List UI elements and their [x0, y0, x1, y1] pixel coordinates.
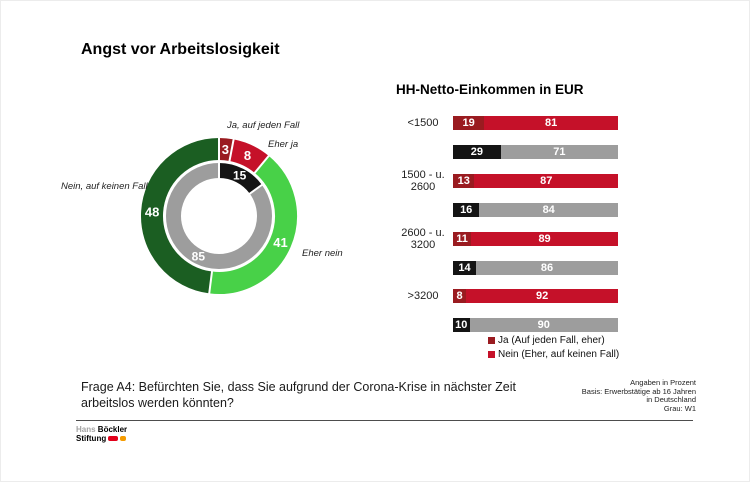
donut-segment-label-eher-nein: Eher nein: [302, 248, 343, 259]
logo-line1: [76, 425, 127, 434]
bar-segment: 84: [479, 203, 618, 217]
bar-category-line: 3200: [410, 239, 436, 251]
bar-segment: 71: [501, 145, 618, 159]
bar-category-label: [396, 290, 450, 302]
bar-category-label: [396, 117, 450, 129]
bar-category-line: >3200: [407, 290, 439, 302]
logo-boeckler: Böckler: [97, 425, 128, 434]
bar-segment: 92: [466, 289, 618, 303]
page-title: Angst vor Arbeitslosigkeit: [81, 41, 280, 58]
footnote-block: [496, 379, 696, 413]
donut-value-label: 41: [273, 235, 288, 251]
divider: [76, 420, 693, 421]
donut-segment-label-nein-auf-keinen-fall: Nein, auf keinen Fall: [61, 181, 148, 192]
bar-segment: 13: [453, 174, 474, 188]
hans-boeckler-stiftung-logo: [76, 425, 127, 443]
bar-segment: 87: [474, 174, 618, 188]
bar-segment: 29: [453, 145, 501, 159]
bar: [453, 289, 618, 303]
bar-category-label: [396, 227, 450, 251]
bar-chart-title: HH-Netto-Einkommen in EUR: [396, 82, 584, 97]
legend-color-chip: [488, 351, 495, 358]
donut-value-label: 3: [221, 141, 229, 157]
footnote-line: Angaben in Prozent: [630, 378, 696, 387]
question-text: Frage A4: Befürchten Sie, dass Sie aufgrund der Corona-Krise in nächster Zeit arbeitslos werden könnten?: [81, 380, 516, 410]
bar: [453, 116, 618, 130]
bar-segment: 86: [476, 261, 618, 275]
footnote-line: Basis: Erwerbstätige ab 16 Jahren: [581, 386, 696, 396]
bar: [453, 145, 618, 159]
legend-label: Ja (Auf jeden Fall, eher): [498, 335, 605, 346]
bar: [453, 261, 618, 275]
bar-chart: [396, 116, 696, 346]
logo-line2: [76, 434, 127, 443]
bar-category-line: 2600: [410, 181, 436, 193]
bar-category-line: <1500: [407, 117, 439, 129]
bar-segment: 90: [470, 318, 619, 332]
donut-value-label: 8: [243, 147, 252, 163]
donut-segment-label-ja-auf-jeden-fall: Ja, auf jeden Fall: [227, 120, 300, 131]
bar-category-line: 2600 - u.: [401, 227, 445, 239]
footnote-line: Grau: W1: [663, 403, 696, 413]
legend-item: [488, 349, 619, 360]
logo-orange-bar-icon: [120, 436, 126, 441]
bar-segment: 10: [453, 318, 470, 332]
bar-segment: 16: [453, 203, 479, 217]
donut-value-label: 48: [144, 204, 160, 220]
logo-hans: Hans: [76, 425, 96, 434]
bar-segment: 11: [453, 232, 471, 246]
bar: [453, 203, 618, 217]
donut-segment-label-eher-ja: Eher ja: [268, 139, 299, 150]
bar: [453, 318, 618, 332]
bar-segment: 81: [484, 116, 618, 130]
bar: [453, 174, 618, 188]
bar-segment: 8: [453, 289, 466, 303]
logo-red-bar-icon: [108, 436, 118, 441]
bar-category-line: 1500 - u.: [401, 169, 445, 181]
logo-stiftung: Stiftung: [76, 434, 107, 443]
footnote-line: in Deutschland: [646, 395, 696, 404]
bar-segment: 19: [453, 116, 484, 130]
bar-chart-legend: [488, 335, 619, 363]
bar-segment: 14: [453, 261, 476, 275]
donut-value-label: 85: [191, 249, 206, 264]
legend-item: [488, 335, 619, 346]
donut-value-label: 15: [232, 168, 247, 183]
bar-segment: 89: [471, 232, 618, 246]
legend-label: Nein (Eher, auf keinen Fall): [498, 349, 620, 360]
donut-chart: [86, 86, 346, 346]
legend-color-chip: [488, 337, 495, 344]
bar-category-label: [396, 169, 450, 193]
bar: [453, 232, 618, 246]
